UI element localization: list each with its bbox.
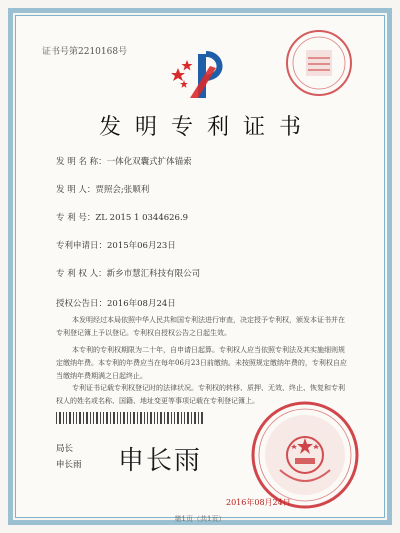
cnipa-logo-icon — [170, 46, 230, 102]
director-name: 申长雨 — [56, 460, 82, 470]
patentee: 专 利 权 人：新乡市慧汇科技有限公司 — [56, 269, 201, 279]
seal-date: 2016年08月24日 — [226, 498, 291, 507]
certificate-number: 证书号第2210168号 — [42, 47, 128, 57]
director-title: 局长 — [56, 444, 74, 454]
patent-number: 专 利 号：ZL 2015 1 0344626.9 — [56, 213, 189, 223]
grant-date: 授权公告日：2016年08月24日 — [56, 299, 176, 309]
paragraph-records: 专利证书记载专利权登记时的法律状况。专利权的转移、质押、无效、终止、恢复和专利权人的姓名或名称、国籍、地址变更等事项记载在专利登记簿上。 — [56, 384, 345, 405]
national-ip-office-seal-icon — [250, 400, 360, 510]
certificate-title: 发明专利证书 — [98, 115, 315, 140]
invention-name: 发 明 名 称：一体化双囊式扩体锚索 — [56, 157, 192, 167]
inventors: 发 明 人：贾照会;张顺利 — [56, 185, 150, 195]
paragraph-term: 本专利的专利权期限为二十年，自申请日起算。专利权人应当依照专利法及其实施细则规定缴纳年费。本专利的年费应当在每年06月23日前缴纳。未按照规定缴纳年费的，专利权自应当缴纳年费期满之日起终止。 — [56, 346, 347, 380]
filing-date: 专利申请日：2015年06月23日 — [56, 241, 176, 251]
barcode — [56, 412, 206, 424]
page-number: 第1页（共1页） — [174, 515, 226, 523]
agency-stamp-icon — [284, 28, 354, 98]
paragraph-grant: 本发明经过本局依照中华人民共和国专利法进行审查，决定授予专利权，颁发本证书并在专利登记簿上予以登记。专利权自授权公告之日起生效。 — [56, 316, 345, 337]
director-signature: 申长雨 — [118, 446, 203, 476]
